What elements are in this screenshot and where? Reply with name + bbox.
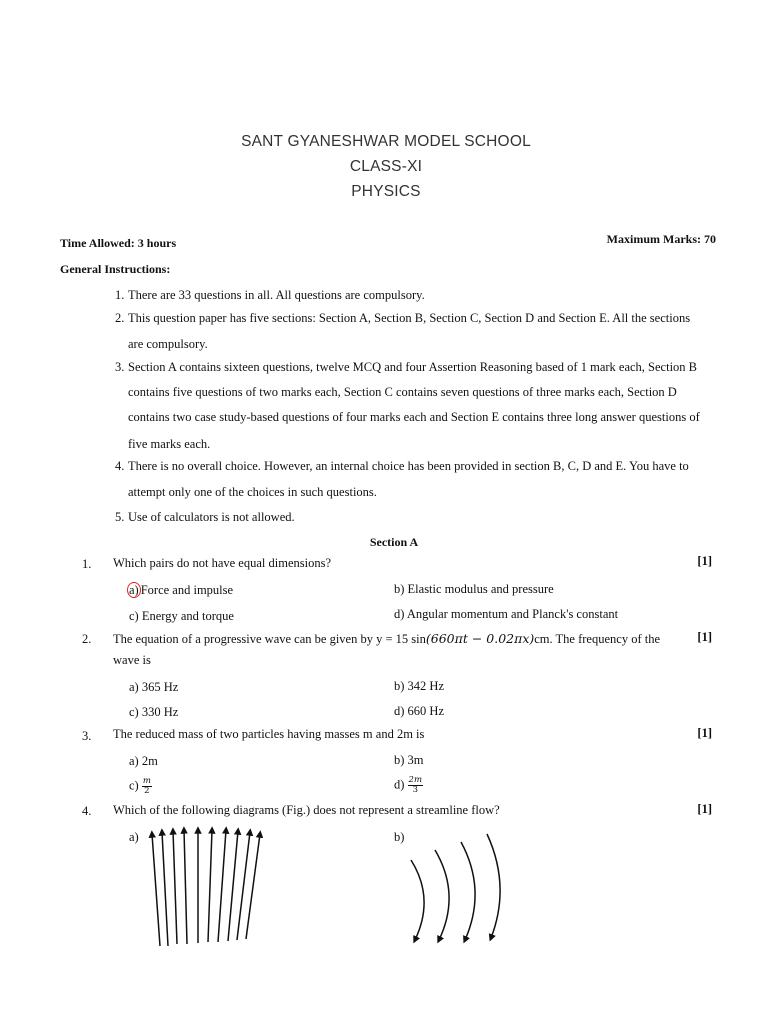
instruction-line: attempt only one of the choices in such questions. xyxy=(128,485,377,499)
option-a[interactable]: a) 2m xyxy=(129,754,158,768)
flow-line xyxy=(208,830,212,942)
fraction-m-over-2 xyxy=(142,777,152,796)
question-number: 4. xyxy=(82,804,92,818)
fraction-numerator: m xyxy=(142,776,151,786)
fraction-2m-over-3 xyxy=(408,776,423,795)
instruction-line: This question paper has five sections: Section A, Section B, Section C, Section D and Section E. All the sections xyxy=(128,311,691,325)
option-b[interactable]: b) Elastic modulus and pressure xyxy=(394,582,554,596)
option-d-label: d) xyxy=(394,777,405,792)
fraction-denominator: 3 xyxy=(412,785,418,795)
option-b[interactable]: b) 342 Hz xyxy=(394,679,444,693)
instruction-line: five marks each. xyxy=(128,437,211,451)
school-name: SANT GYANESHWAR MODEL SCHOOL xyxy=(241,133,531,150)
question-number: 2. xyxy=(82,632,92,646)
question-text-part: The equation of a progressive wave can be given by y = 15 sin xyxy=(113,632,426,646)
flow-curve xyxy=(411,860,424,940)
question-text: Which of the following diagrams (Fig.) does not represent a streamline flow? xyxy=(113,803,500,817)
option-a[interactable]: a) 365 Hz xyxy=(129,680,179,694)
instruction-number: 3. xyxy=(115,360,125,374)
instruction-number: 1. xyxy=(115,288,125,302)
option-c[interactable]: c) Energy and torque xyxy=(129,609,234,623)
flow-curve xyxy=(435,850,449,940)
option-d[interactable]: d) 660 Hz xyxy=(394,704,444,718)
class-label: CLASS-XI xyxy=(349,158,423,175)
time-allowed: Time Allowed: 3 hours xyxy=(60,236,177,250)
option-b[interactable]: b) 3m xyxy=(394,753,424,767)
option-c-label: c) xyxy=(129,778,139,793)
option-b[interactable]: b) xyxy=(394,830,405,844)
instruction-number: 4. xyxy=(115,459,125,473)
section-title: Section A xyxy=(369,535,419,549)
answer-circle-mark: a) xyxy=(129,583,139,597)
instruction-line: contains two case study-based questions of four marks each and Section E contains three long answer questions of xyxy=(128,410,700,424)
option-a[interactable] xyxy=(127,582,233,598)
instruction-line: There are 33 questions in all. All questions are compulsory. xyxy=(128,288,425,302)
instruction-line: There is no overall choice. However, an internal choice has been provided in section B, C, D and E. You have to xyxy=(128,459,689,473)
instruction-line: are compulsory. xyxy=(128,337,208,351)
instructions-title: General Instructions: xyxy=(60,262,171,276)
question-marks: [1] xyxy=(697,726,712,740)
flow-line xyxy=(184,830,187,944)
instruction-line: contains five questions of two marks each, Section C contains seven questions of three marks each, Section D xyxy=(128,385,677,399)
flow-line xyxy=(218,830,226,942)
question-number: 1. xyxy=(82,557,92,571)
flow-line xyxy=(173,831,177,944)
flow-line xyxy=(152,834,160,946)
fraction-denominator: 2 xyxy=(144,786,150,796)
option-d[interactable] xyxy=(394,776,423,795)
instruction-number: 5. xyxy=(115,510,125,524)
question-text-continued: wave is xyxy=(113,653,151,667)
instruction-line: Section A contains sixteen questions, twelve MCQ and four Assertion Reasoning based of 1 mark each, Section B xyxy=(128,360,698,374)
option-a-text: Force and impulse xyxy=(140,583,234,597)
streamline-figure-b xyxy=(405,828,515,946)
question-marks: [1] xyxy=(697,802,712,816)
max-marks: Maximum Marks: 70 xyxy=(606,232,716,246)
question-number: 3. xyxy=(82,729,92,743)
fraction-numerator: 2m xyxy=(408,775,423,785)
question-text-part: cm. The frequency of the xyxy=(534,632,661,646)
option-d[interactable]: d) Angular momentum and Planck's constant xyxy=(394,607,619,621)
flow-line xyxy=(228,831,238,941)
streamline-figure-a xyxy=(140,826,270,951)
question-text: The reduced mass of two particles having masses m and 2m is xyxy=(113,727,425,741)
question-marks: [1] xyxy=(697,630,712,644)
instruction-number: 2. xyxy=(115,311,125,325)
wave-equation-math: (660πt − 0.02πx) xyxy=(425,631,535,646)
question-text: Which pairs do not have equal dimensions? xyxy=(113,556,331,570)
option-c[interactable]: c) 330 Hz xyxy=(129,705,179,719)
option-c[interactable] xyxy=(129,777,152,796)
flow-line xyxy=(162,832,168,946)
instruction-line: Use of calculators is not allowed. xyxy=(128,510,295,524)
flow-curve xyxy=(461,842,475,940)
question-marks: [1] xyxy=(697,554,712,568)
question-text xyxy=(113,631,660,647)
subject-label: PHYSICS xyxy=(351,183,421,200)
option-a[interactable]: a) xyxy=(129,830,139,844)
flow-curve xyxy=(487,834,500,938)
